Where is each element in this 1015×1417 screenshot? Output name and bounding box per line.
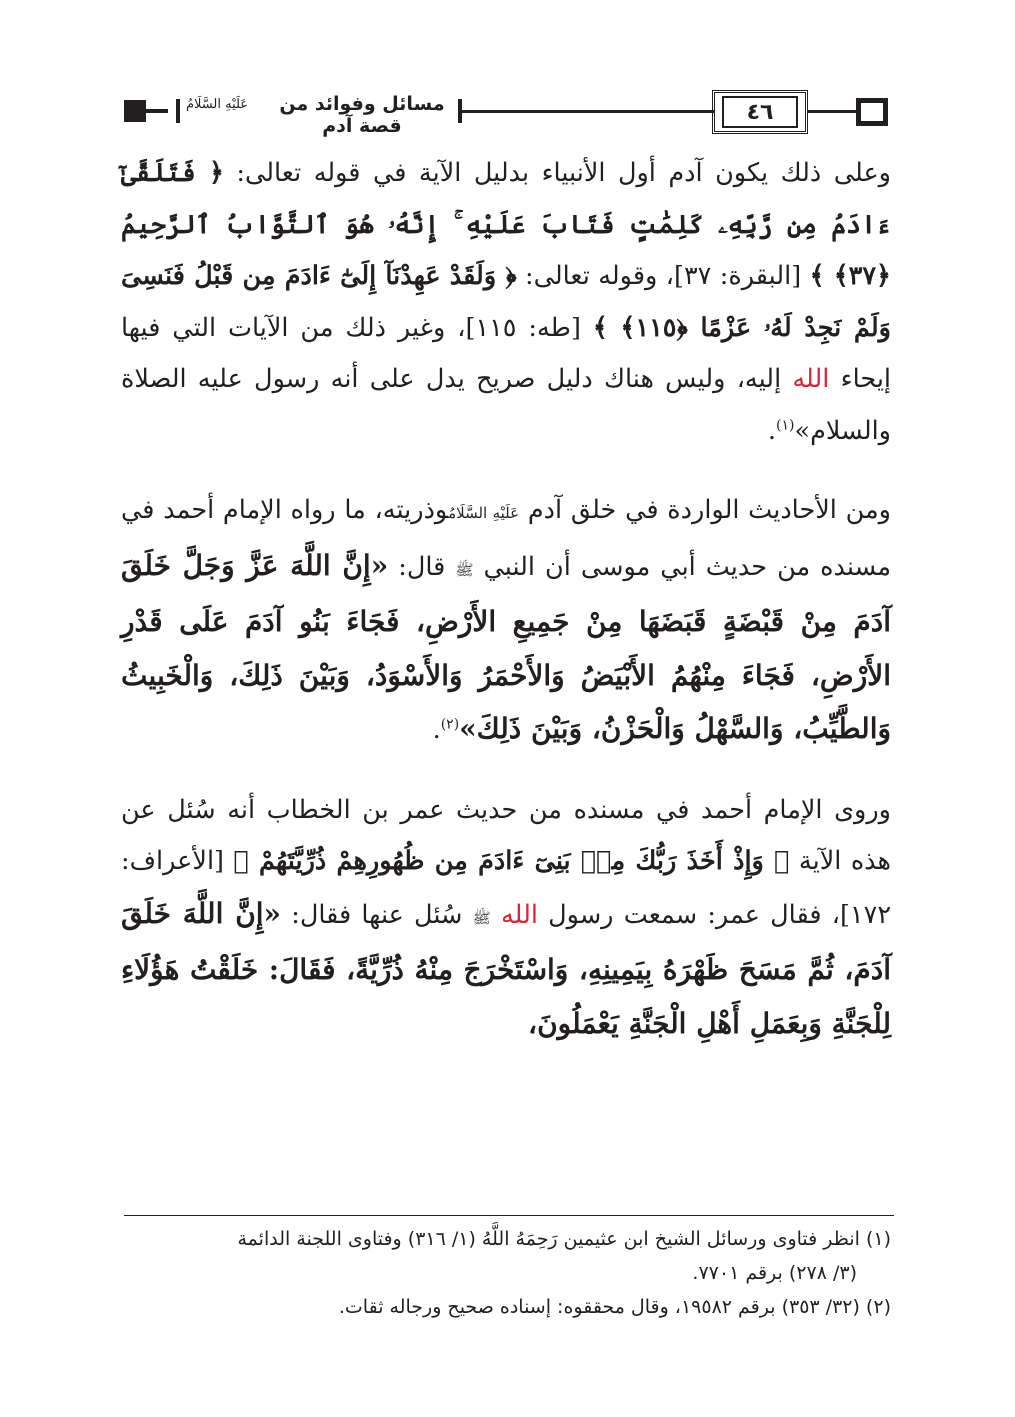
header-title: مسائل وفوائد من قصة آدم <box>279 93 445 137</box>
divine-name: الله <box>500 899 538 930</box>
header-ornament-tick-left <box>176 99 180 123</box>
footnote-1-continued: (٣/ ٢٧٨) برقم ٧٧٠١. <box>692 1262 857 1284</box>
page-header <box>124 86 892 146</box>
hadith-text: «إِنَّ اللَّهَ عَزَّ وَجَلَّ خَلَقَ آدَمَ مِنْ قَبْضَةٍ قَبَضَهَا مِنْ جَمِيعِ الأَرْضِ، فَجَاءَ بَنُو آدَمَ عَلَى قَدْرِ الأَرْضِ، فَجَاءَ مِنْهُمُ الأَبْيَضُ وَالأَحْمَرُ وَالأَسْوَدُ، وَبَيْنَ ذَلِكَ، وَالْخَبِيثُ وَالطَّيِّبُ، وَالسَّهْلُ وَالْحَزْنُ، وَبَيْنَ ذَلِكَ» <box>121 548 891 745</box>
hadith-text: «إِنَّ اللَّهَ خَلَقَ آدَمَ، ثُمَّ مَسَحَ ظَهْرَهُ بِيَمِينِهِ، وَاسْتَخْرَجَ مِنْهُ ذُرِّيَّةً، فَقَالَ: خَلَقْتُ هَؤُلَاءِ لِلْجَنَّةِ وَبِعَمَلِ أَهْلِ الْجَنَّةِ يَعْمَلُونَ، <box>121 896 891 1040</box>
footnote-2: (٢) (٣٢/ ٣٥٣) برقم ١٩٥٨٢، وقال محققوه: إسناده صحيح ورجاله ثقات. <box>338 1296 891 1318</box>
header-ornament-square-left <box>124 100 146 122</box>
text-run: وذريته، ما رواه الإمام أحمد في مسنده من حديث أبي موسى أن النبي <box>121 495 892 582</box>
text-run: سُئل عنها فقال: <box>281 899 473 930</box>
text-run: قال: <box>388 551 456 582</box>
header-ornament-bar-left <box>144 109 168 113</box>
quran-verse: ﴿ وَإِذْ أَخَذَ رَبُّكَ مِنۢ بَنِىٓ ءَادَمَ مِن ظُهُورِهِمْ ذُرِّيَّتَهُمْ ﴾ <box>233 846 790 876</box>
quran-verse: ﴿ وَلَقَدْ عَهِدْنَآ إِلَىٰٓ ءَادَمَ مِن قَبْلُ فَنَسِىَ وَلَمْ نَجِدْ لَهُۥ عَزْمًا ﴿١١٥﴾ ﴾ <box>121 261 891 343</box>
text-run: . <box>432 715 441 745</box>
paragraph-3 <box>121 785 891 1052</box>
footnotes <box>121 1222 891 1324</box>
footnote-separator <box>124 1215 894 1216</box>
quran-verse: ﴿ فَتَلَقَّىٰٓ ءَادَمُ مِن رَّبِّهِۦ كَلِمَٰتٍ فَتَابَ عَلَيْهِ ۚ إِنَّهُۥ هُوَ ٱلتَّوَّابُ ٱلرَّحِيمُ ﴿٣٧﴾ ﴾ <box>121 158 891 291</box>
paragraph-1 <box>121 148 891 457</box>
main-text <box>121 148 891 1051</box>
divine-name: الله <box>792 364 830 394</box>
text-run: وروى الإمام أحمد في مسنده من حديث عمر بن الخطاب أنه سُئل عن هذه الآية <box>121 794 892 876</box>
text-run: وعلى ذلك يكون آدم أول الأنبياء بدليل الآية في قوله تعالى: <box>223 158 891 188</box>
paragraph-2 <box>121 485 891 757</box>
text-run: . <box>767 415 776 446</box>
footnote-ref: (١) <box>776 417 795 433</box>
salawat: ﷺ <box>472 908 491 927</box>
text-run: [طه: ١١٥]، وغير ذلك من الآيات التي فيها إيحاء <box>121 312 891 394</box>
footnote-ref: (٢) <box>440 716 460 733</box>
text-run: [الأعراف: ١٧٢]، فقال عمر: سمعت رسول <box>121 846 892 930</box>
header-ornament-square-right <box>856 98 888 126</box>
text-run: [البقرة: ٣٧]، وقوله تعالى: <box>516 261 810 291</box>
text-run: إليه، وليس هناك دليل صريح يدل على أنه رسول عليه الصلاة والسلام» <box>121 364 891 446</box>
header-rule-right <box>808 110 856 113</box>
header-honorific: عَلَيْهِ السَّلَامُ <box>186 97 249 112</box>
honorific: عَلَيْهِ السَّلَامُ <box>448 504 520 522</box>
footnote-1: (١) انظر فتاوى ورسائل الشيخ ابن عثيمين رَحِمَهُ اللَّهُ (١/ ٣١٦) وفتاوى اللجنة الدائمة <box>237 1228 891 1250</box>
text-run: ومن الأحاديث الواردة في خلق آدم <box>519 495 891 525</box>
header-rule <box>460 110 714 113</box>
page-number: ٤٦ <box>722 96 798 128</box>
salawat: ﷺ <box>455 560 474 579</box>
